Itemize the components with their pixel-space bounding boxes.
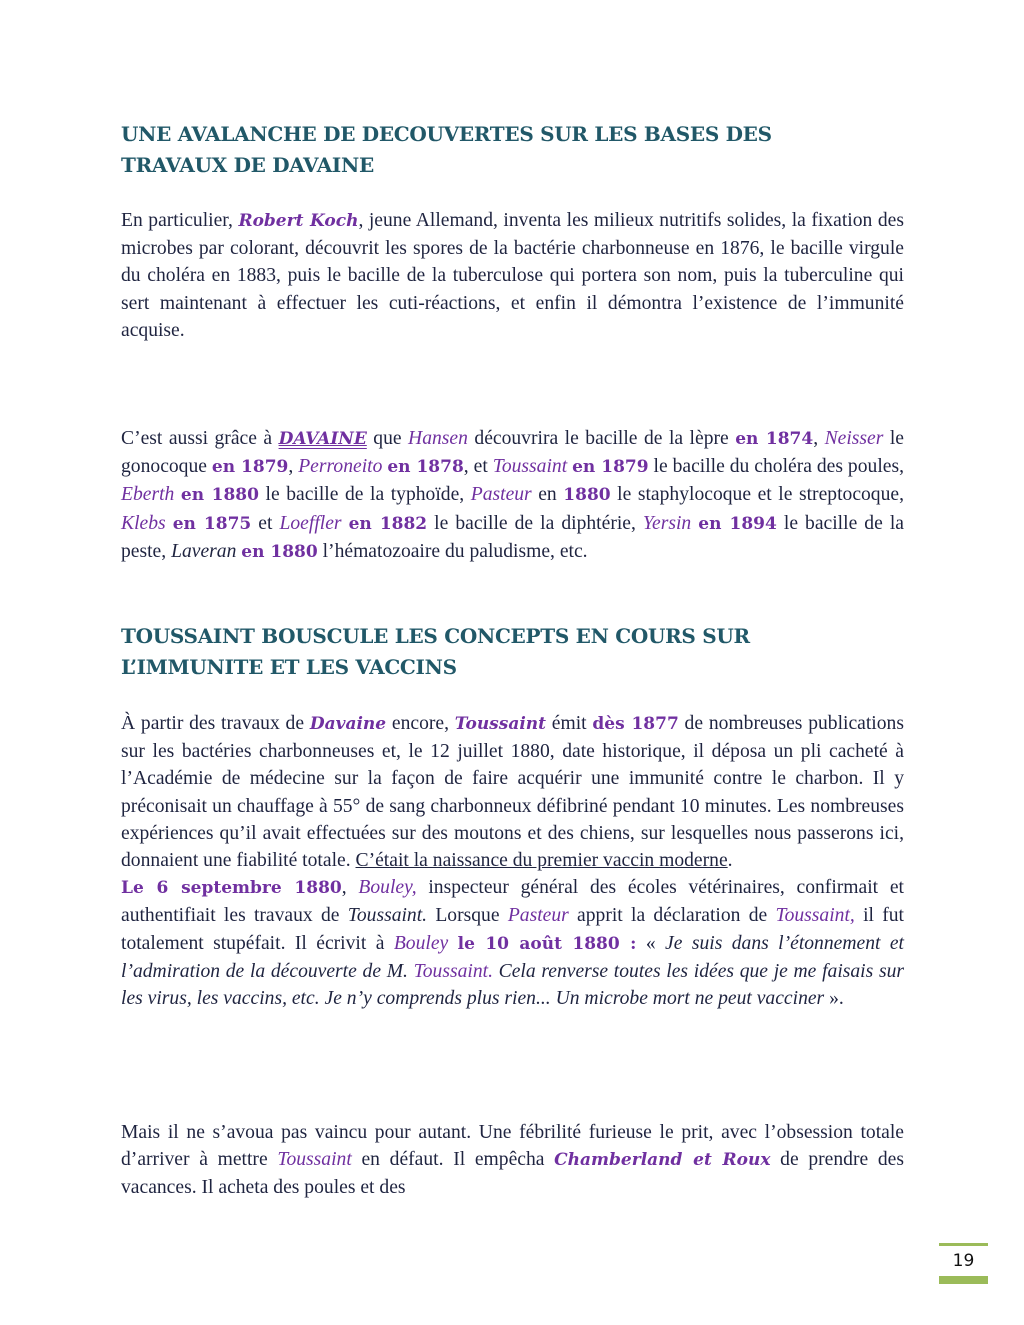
quote-text: Cela renverse toutes les idées que je me faisais sur les virus, les vaccins, etc. Je n’y comprends plus rien... Un microbe mort ne peut vacciner — [121, 960, 904, 1010]
page-number: 19 — [952, 1251, 975, 1271]
heading-text: UNE AVALANCHE DE DECOUVERTES SUR LES BASES DES — [121, 122, 772, 146]
date: en 1880 — [180, 485, 259, 506]
section-heading-avalanche — [121, 119, 904, 181]
paragraph-toussaint-works — [121, 710, 904, 1012]
heading-text: TRAVAUX DE DAVAINE — [121, 153, 374, 177]
name-bouley: Bouley, — [358, 877, 417, 899]
text: en défaut. Il empêcha — [351, 1149, 555, 1171]
name-toussaint: Toussaint — [277, 1149, 352, 1171]
name-hansen: Hansen — [408, 428, 468, 449]
text: C’est aussi grâce à — [121, 428, 279, 449]
name-loeffler: Loeffler — [279, 512, 342, 534]
text: , — [813, 428, 825, 449]
date: dès 1877 — [592, 714, 679, 734]
text: le bacille de la typhoïde, — [258, 484, 471, 506]
name-toussaint: Toussaint. — [413, 960, 493, 982]
text: découvrira le bacille de la lèpre — [467, 428, 736, 449]
name-toussaint: Toussaint — [492, 456, 568, 478]
heading-text: L’IMMUNITE ET LES VACCINS — [121, 655, 457, 679]
name-laveran: Laveran — [171, 540, 237, 562]
text: , — [288, 456, 299, 478]
name-davaine: DAVAINE — [278, 429, 367, 449]
text: de nombreuses publications sur les bactéries charbonneuses et, le 12 juillet 1880, date historique, il déposa un pli cacheté à l’Académie de médecine sur la façon de faire acquérir une immunité contre le charbon. Il y préconisait un chauffage à 55° de sang charbonneux défibriné pendant 10 minutes. Les nombreuses expériences qu’il avait effectuées sur des moutons et des chiens, sur lesquelles nous passerons ici, donnaient une fiabilité totale. — [121, 713, 904, 872]
text — [448, 933, 457, 954]
name-neisser: Neisser — [824, 428, 884, 449]
paragraph — [121, 1119, 904, 1202]
text: l’hématozoaire du paludisme, etc. — [317, 540, 588, 562]
date: en 1879 — [572, 457, 649, 478]
text: émit — [546, 713, 593, 734]
name-bouley: Bouley — [393, 932, 449, 954]
paragraph — [121, 874, 904, 1012]
date: 1880 — [563, 485, 611, 506]
name-toussaint: Toussaint — [454, 714, 547, 734]
text: que — [366, 428, 409, 449]
text: en — [531, 484, 564, 506]
text: le staphylocoque et le streptocoque, — [610, 484, 904, 506]
text: inspecteur général des écoles vétérinaires, confirmait et authentifiait les travaux de — [121, 877, 904, 927]
heading-line — [121, 119, 904, 181]
name-klebs: Klebs — [121, 512, 166, 534]
text: encore, — [386, 713, 455, 734]
text: . — [727, 850, 733, 872]
quote-text: Je suis dans l’étonnement et l’admiration de la découverte de M. — [121, 932, 904, 982]
paragraph-pasteur-reaction — [121, 1119, 904, 1202]
text: et — [251, 512, 280, 534]
heading-text: TOUSSAINT BOUSCULE LES CONCEPTS EN COURS SUR — [121, 624, 750, 648]
name-chamberland-roux: Chamberland et Roux — [554, 1150, 771, 1171]
text: Lorsque — [427, 905, 508, 927]
date: en 1880 — [241, 541, 318, 562]
text — [166, 513, 173, 534]
text: le bacille du choléra des poules, — [648, 456, 904, 478]
page-number-bottom-bar — [939, 1276, 988, 1284]
date: en 1875 — [172, 513, 252, 534]
page-number-block — [939, 1243, 988, 1284]
text: « — [636, 932, 666, 954]
text — [342, 513, 349, 534]
paragraph-davaine-discoveries — [121, 425, 904, 566]
date: le 10 août 1880 : — [457, 933, 637, 954]
text: , et — [463, 456, 493, 478]
date: Le 6 septembre 1880 — [121, 878, 342, 899]
paragraph — [121, 207, 904, 344]
name-toussaint: Toussaint. — [347, 905, 428, 927]
text: , jeune Allemand, inventa les milieux nutritifs solides, la fixation des microbes par colorant, découvrit les spores de la bactérie charbonneuse en 1876, le bacille virgule du choléra en 1883, puis le bacille de la tuberculose qui portera son nom, puis la tuberculine qui sert maintenant à effectuer les cuti-réactions, et enfin il démontra l’existence de l’immunité acquise. — [121, 210, 904, 341]
text: le gonocoque — [121, 428, 904, 478]
date: en 1874 — [735, 429, 814, 449]
text: il fut totalement stupéfait. Il écrivit à — [121, 905, 904, 954]
name-yersin: Yersin — [642, 512, 692, 534]
text: À partir des travaux de — [121, 713, 310, 734]
paragraph — [121, 710, 904, 874]
name-pasteur: Pasteur — [507, 905, 569, 927]
date: en 1878 — [387, 457, 464, 478]
section-heading-toussaint — [121, 621, 904, 683]
name-toussaint: Toussaint, — [775, 905, 855, 927]
paragraph-koch — [121, 207, 904, 344]
heading-line — [121, 621, 904, 683]
date: en 1894 — [698, 513, 777, 534]
name-robert-koch: Robert Koch — [238, 211, 359, 231]
text: Mais il ne s’avoua pas vaincu pour autant. Une fébrilité furieuse le prit, avec l’obsession totale d’arriver à mettre — [121, 1122, 904, 1171]
paragraph — [121, 425, 904, 566]
date: en 1879 — [211, 457, 289, 478]
text: de prendre des vacances. Il acheta des poules et des — [121, 1149, 904, 1199]
name-pasteur: Pasteur — [470, 484, 532, 506]
date: en 1882 — [348, 513, 428, 534]
name-perroneito: Perroneito — [298, 456, 383, 478]
text: apprit la déclaration de — [568, 905, 776, 927]
text: ». — [824, 988, 844, 1010]
text: En particulier, — [121, 210, 239, 231]
text: le bacille de la peste, — [121, 512, 904, 562]
name-davaine: Davaine — [309, 714, 387, 734]
name-eberth: Eberth — [121, 484, 175, 506]
text: , — [341, 877, 359, 899]
underlined-statement: C’était la naissance du premier vaccin moderne — [355, 850, 728, 872]
text: le bacille de la diphtérie, — [427, 512, 643, 534]
